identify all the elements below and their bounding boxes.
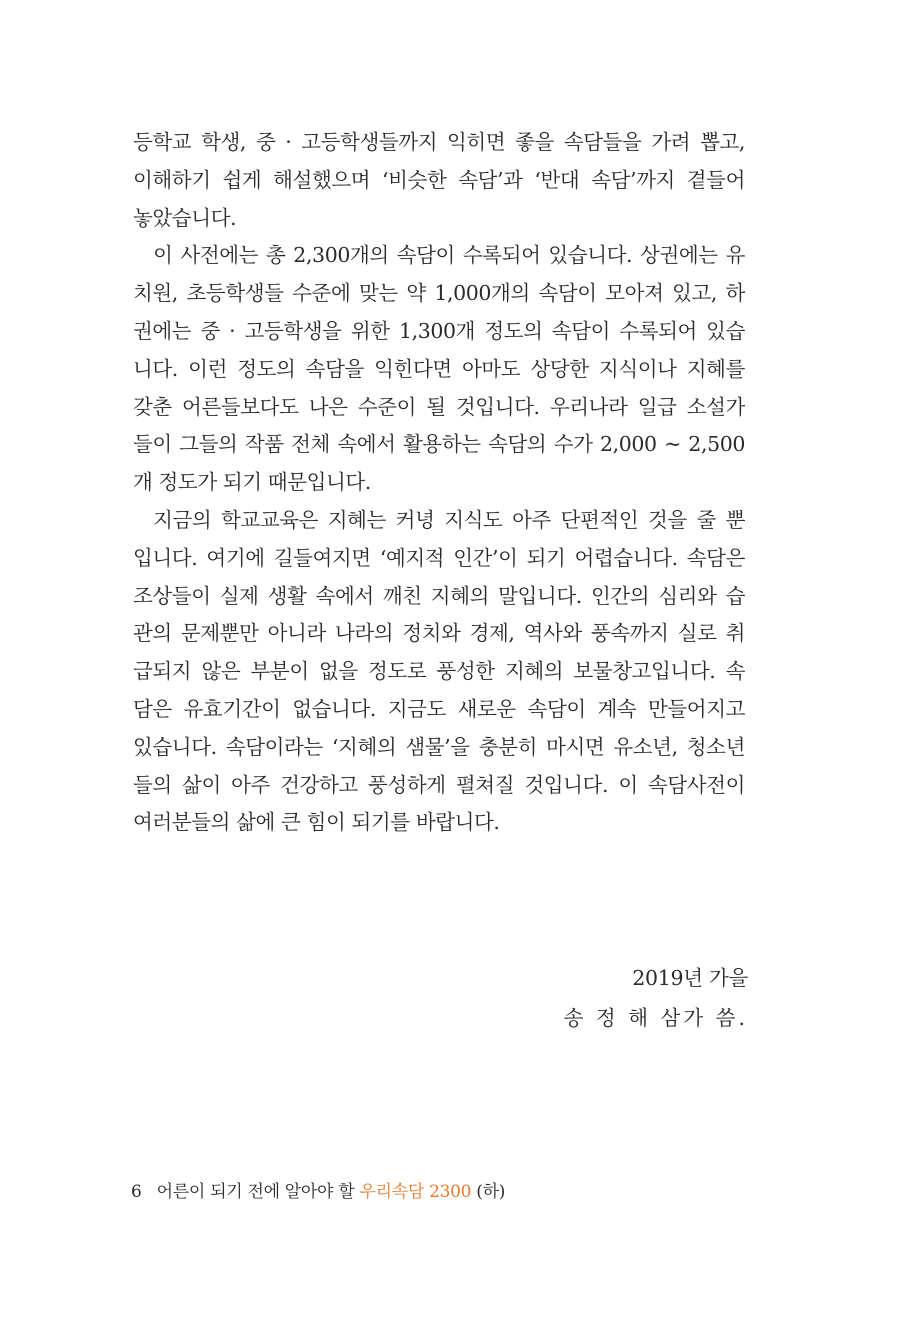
- text-line: 여러분들의 삶에 큰 힘이 되기를 바랍니다.: [133, 810, 500, 835]
- signature-author: 송 정 해 삼가 씀.: [563, 1006, 748, 1030]
- text-line: 지금의 학교교육은 지혜는 커녕 지식도 아주 단편적인 것을 줄 뿐: [133, 507, 745, 532]
- text-line: 치원, 초등학생들 수준에 맞는 약 1,000개의 속담이 모아져 있고, 하: [133, 281, 745, 306]
- page-footer: [131, 1180, 505, 1204]
- text-line: 들이 그들의 작품 전체 속에서 활용하는 속담의 수가 2,000 ~ 2,500: [133, 432, 745, 457]
- text-line: 개 정도가 되기 때문입니다.: [133, 470, 371, 495]
- text-line: 있습니다. 속담이라는 ‘지혜의 샘물’을 충분히 마시면 유소년, 청소년: [133, 734, 745, 759]
- text-line: 권에는 중 · 고등학생을 위한 1,300개 정도의 속담이 수록되어 있습: [133, 318, 745, 343]
- book-volume: (하): [476, 1182, 506, 1202]
- text-line: 들의 삶이 아주 건강하고 풍성하게 펼쳐질 것입니다. 이 속담사전이: [133, 772, 745, 797]
- text-line: 놓았습니다.: [133, 205, 237, 230]
- text-line: 갖춘 어른들보다도 나은 수준이 될 것입니다. 우리나라 일급 소설가: [133, 394, 745, 419]
- text-line: 등학교 학생, 중 · 고등학생들까지 익히면 좋을 속담들을 가려 뽑고,: [133, 130, 745, 154]
- book-title-prefix: 어른이 되기 전에 알아야 할: [156, 1182, 355, 1202]
- signature-block: [564, 958, 748, 1038]
- text-line: 조상들이 실제 생활 속에서 깨친 지혜의 말입니다. 인간의 심리와 습: [133, 583, 745, 608]
- book-title-highlight: 우리속담 2300: [359, 1182, 472, 1202]
- text-line: 입니다. 여기에 길들여지면 ‘예지적 인간’이 되기 어렵습니다. 속담은: [133, 545, 745, 570]
- text-line: 관의 문제뿐만 아니라 나라의 정치와 경제, 역사와 풍속까지 실로 취: [133, 621, 745, 646]
- text-line: 이해하기 쉽게 해설했으며 ‘비슷한 속담’과 ‘반대 속담’까지 곁들어: [133, 167, 745, 192]
- text-line: 급되지 않은 부분이 없을 정도로 풍성한 지혜의 보물창고입니다. 속: [133, 659, 745, 684]
- text-line: 니다. 이런 정도의 속담을 익힌다면 아마도 상당한 지식이나 지혜를: [133, 356, 745, 381]
- signature-date: 2019년 가을: [632, 966, 748, 990]
- text-line: 이 사전에는 총 2,300개의 속담이 수록되어 있습니다. 상권에는 유: [133, 243, 745, 268]
- page-number: 6: [131, 1182, 142, 1202]
- text-line: 담은 유효기간이 없습니다. 지금도 새로운 속담이 계속 만들어지고: [133, 696, 745, 721]
- body-text: [133, 124, 745, 842]
